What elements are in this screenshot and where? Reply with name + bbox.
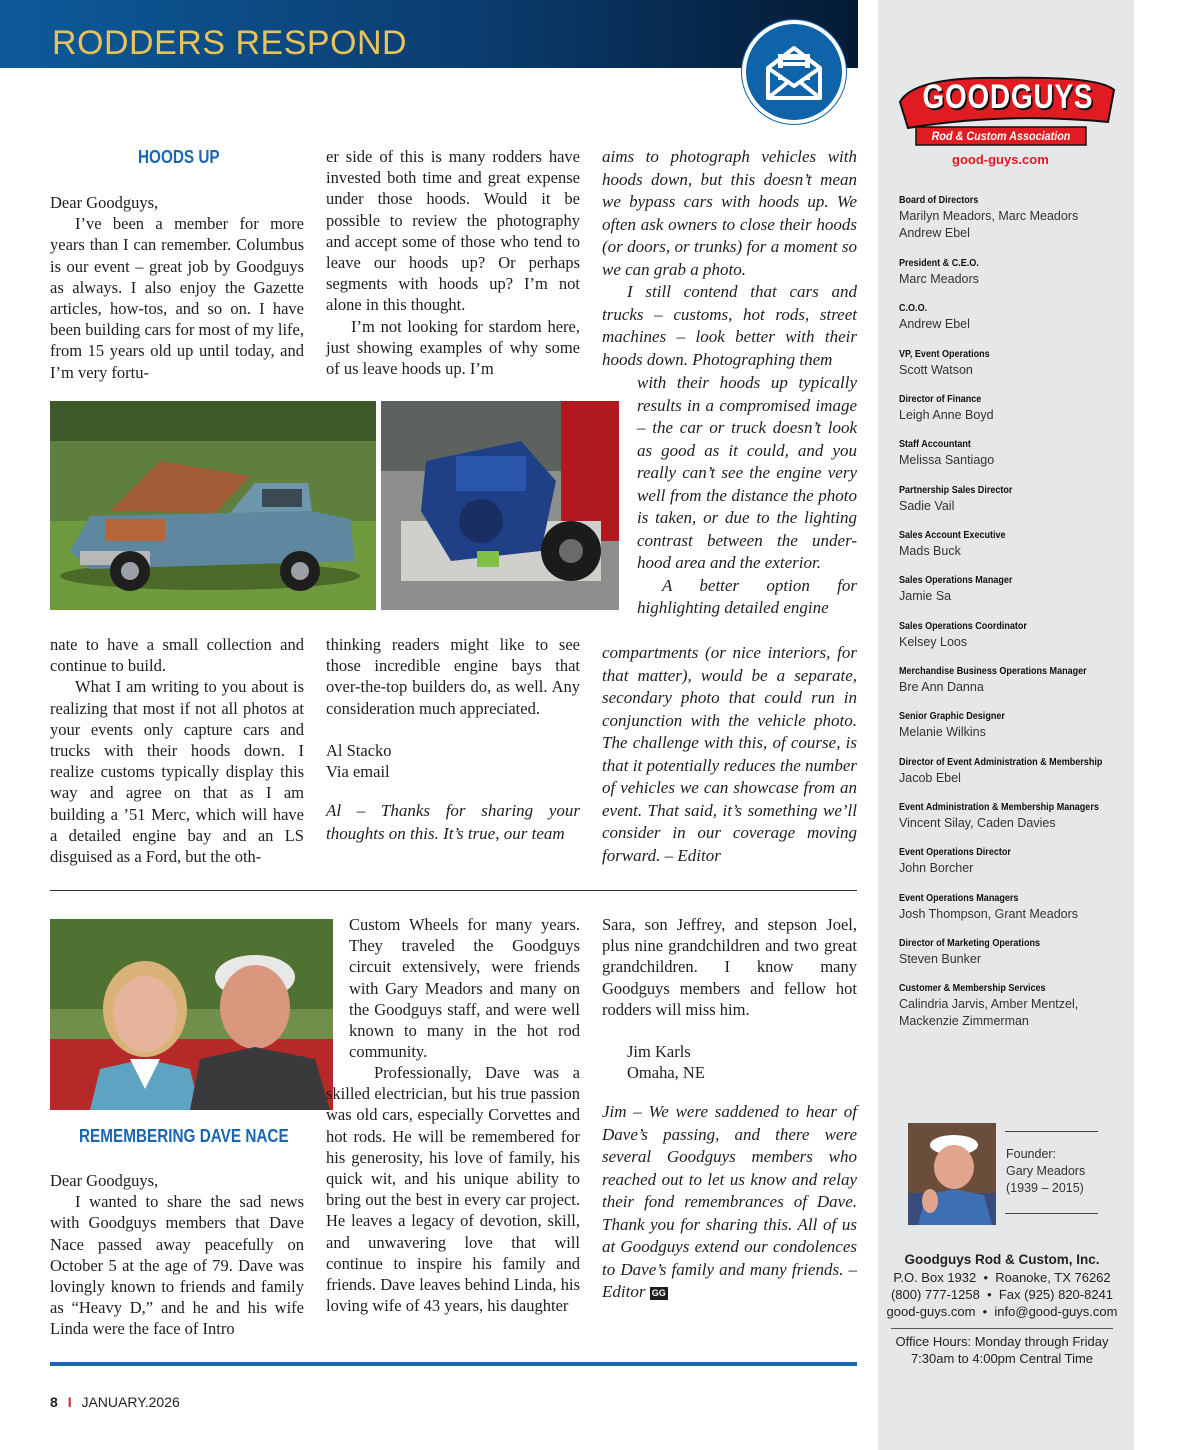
letter-paragraph: Custom Wheels for many years. They traveled the Goodguys circuit extensively, were friends with Gary Meadors and many on the Goodguys staff, and were well known to many in the hot rod community.: [349, 915, 580, 1062]
letter2-column-1: [50, 1170, 304, 1340]
founder-block: [1006, 1146, 1085, 1197]
company-phone: (800) 777-1258 • Fax (925) 820-8241: [890, 1287, 1114, 1302]
founder-rule-bottom: [1005, 1213, 1098, 1214]
letter-salutation: Dear Goodguys,: [50, 193, 159, 212]
letter-headline: REMEMBERING DAVE NACE: [79, 1126, 289, 1146]
staff-entry: [899, 574, 1031, 605]
staff-title: Sales Operations Coordinator: [899, 620, 1027, 632]
issue-date: JANUARY.2026: [81, 1394, 180, 1410]
staff-title: Board of Directors: [899, 194, 979, 206]
section-divider: [50, 890, 857, 891]
company-name: Goodguys Rod & Custom, Inc.: [904, 1252, 1100, 1267]
founder-photo: [908, 1123, 996, 1225]
letter-paragraph: Professionally, Dave was a skilled electrician, but his true passion was old cars, especially Corvettes and hot rods. He will be remembered for his generosity, his love of family, his quick wit, and his unique ability to bring out the best in every car project. He leaves a legacy of devotion, skill, and unwavering love that will continue to inspire his family and friends. Dave leaves behind Linda, his loving wife of 43 years, his daughter: [326, 1063, 580, 1316]
staff-title: Staff Accountant: [899, 438, 971, 450]
editor-reply-paragraph: with their hoods up typically results in a compromised image – the car or truck doesn’t look as good as it could, and you really can’t see the engine very well from the distance the photo is taken, or due to the lighting contrast between the under-hood area and the exterior.: [637, 373, 857, 572]
staff-entry: [899, 710, 1022, 741]
founder-label: Founder:: [1006, 1147, 1057, 1161]
staff-names: Josh Thompson, Grant Meadors: [899, 907, 1079, 921]
staff-entry: [899, 393, 995, 424]
staff-names: Scott Watson: [899, 363, 973, 377]
letter-paragraph: What I am writing to you about is realizing that most if not all photos at your events only capture cars and trucks with their hoods down. I realize customs typically display this way and agree on that as I am building a ’51 Merc, which will have a detailed engine bay and an LS disguised as a Ford, but the oth-: [50, 677, 304, 867]
letter2-column-2-upper: [349, 914, 580, 1062]
letter1-column-2: [326, 146, 580, 379]
staff-names: Vincent Silay, Caden Davies: [899, 816, 1056, 830]
staff-title: Customer & Membership Services: [899, 982, 1046, 994]
staff-names: Andrew Ebel: [899, 317, 970, 331]
staff-names: Bre Ann Danna: [899, 680, 984, 694]
office-hours-line: Office Hours: Monday through Friday: [895, 1334, 1109, 1349]
letter-paragraph: er side of this is many rodders have invested both time and great expense under those hoods. Would it be possible to review the photography and accept some of those who tend to leave our hoods up? Or perhaps segments with hoods up? I’m not alone in this thought.: [326, 147, 580, 315]
staff-names: Kelsey Loos: [899, 635, 968, 649]
letter-paragraph: I wanted to share the sad news with Goodguys members that Dave Nace passed away peacefully on October 5 at the age of 79. Dave was lovingly known to friends and family as “Heavy D,” and he and his wife Linda were the face of Intro: [50, 1192, 304, 1339]
staff-names: Steven Bunker: [899, 952, 981, 966]
staff-names: Jamie Sa: [899, 589, 952, 603]
truck-hood-up-photo: [50, 401, 376, 610]
section-title: RODDERS RESPOND: [52, 24, 408, 62]
dave-and-linda-photo: [50, 919, 333, 1110]
staff-title: VP, Event Operations: [899, 348, 990, 360]
staff-entry: [899, 484, 1031, 515]
goodguys-logo: [894, 72, 1120, 148]
footer-separator: I: [67, 1394, 72, 1410]
editor-reply-paragraph: Al – Thanks for sharing your thoughts on this. It’s true, our team: [326, 801, 580, 843]
staff-title: Sales Operations Manager: [899, 574, 1013, 586]
editor-reply-paragraph: I still contend that cars and trucks – customs, hot rods, street machines – look better with their hoods down. Photographing them: [602, 282, 857, 369]
staff-entry: [899, 302, 970, 333]
staff-title: Merchandise Business Operations Manager: [899, 665, 1087, 677]
founder-name: Gary Meadors: [1006, 1164, 1086, 1178]
logo-subtitle: Rod & Custom Association: [931, 129, 1071, 143]
office-hours-rule: [891, 1328, 1113, 1329]
staff-entry: [899, 756, 1135, 787]
letter-paragraph: Sara, son Jeffrey, and stepson Joel, plus nine grandchildren and two great grandchildren. I know many Goodguys members and fellow hot rodders will miss him.: [602, 915, 857, 1019]
letter-paragraph: nate to have a small collection and continue to build.: [50, 635, 304, 676]
signature-place: Via email: [326, 762, 390, 782]
staff-names: Mads Buck: [899, 544, 961, 558]
staff-entry: [899, 937, 1063, 968]
letter-salutation: Dear Goodguys,: [50, 1171, 159, 1190]
letter-paragraph: thinking readers might like to see those incredible engine bays that over-the-top builders do, as well. Any consideration much appreciated.: [326, 635, 580, 718]
staff-entry: [899, 846, 1029, 877]
staff-entry: [899, 529, 1023, 560]
editor-reply-paragraph: A better option for highlighting detailed engine: [637, 575, 857, 617]
mail-icon: [742, 20, 846, 124]
page-number: 8: [50, 1394, 58, 1410]
signature-name: Al Stacko: [326, 740, 392, 760]
letter1-column-1-lower: [50, 634, 304, 867]
staff-names: Sadie Vail: [899, 499, 955, 513]
editor-reply-paragraph: Jim – We were saddened to hear of Dave’s passing, and there were several Goodguys members who reached out to let us know and relay their fond remembrances of Dave. Thank you for sharing this. All of us at Goodguys extend our condolences to Dave’s family and many friends. – Editor: [602, 1102, 857, 1302]
end-mark-icon: GG: [651, 1288, 666, 1299]
staff-title: Senior Graphic Designer: [899, 710, 1005, 722]
staff-title: Event Operations Director: [899, 846, 1011, 858]
letter1-column-1: [50, 192, 304, 383]
footer-rule: [50, 1362, 857, 1366]
founder-years: (1939 – 2015): [1006, 1181, 1084, 1195]
staff-title: President & C.E.O.: [899, 257, 979, 269]
staff-entry: [899, 438, 994, 469]
staff-entry: [899, 665, 1117, 696]
staff-entry: [899, 801, 1131, 832]
staff-title: Event Operations Managers: [899, 892, 1019, 904]
staff-title: Director of Marketing Operations: [899, 937, 1040, 949]
editor-reply-paragraph: compartments (or nice interiors, for that matter), would be a separate, secondary photo that could run in conjunction with the vehicle photo. The challenge with this, of course, is that it potentially reduces the number of vehicles we can showcase from an event. That said, it’s something we’ll consider in our coverage moving forward. – Editor: [602, 643, 857, 865]
staff-entry: [899, 194, 1078, 242]
staff-title: C.O.O.: [899, 302, 928, 314]
editor-reply-paragraph: aims to photograph vehicles with hoods down, but this doesn’t mean we bypass cars with hoods up. We often ask owners to close their hoods (or doors, or trunks) for a moment so we can grab a photo.: [602, 147, 857, 279]
staff-entry: [899, 892, 1078, 923]
engine-bay-photo: [381, 401, 619, 610]
company-info: [880, 1251, 1124, 1320]
staff-title: Event Administration & Membership Managers: [899, 801, 1099, 813]
founder-rule-top: [1005, 1131, 1098, 1132]
editor-reply-column: [602, 146, 857, 371]
letter-paragraph: I’m not looking for stardom here, just showing examples of why some of us leave hoods up. I’m: [326, 316, 580, 379]
office-hours: [880, 1333, 1124, 1367]
staff-names: Leigh Anne Boyd: [899, 408, 994, 422]
letter1-column-2-lower: [326, 634, 580, 845]
staff-names: Calindria Jarvis, Amber Mentzel, Mackenzie Zimmerman: [899, 997, 1079, 1028]
letter-headline: HOODS UP: [138, 147, 220, 167]
editor-reply-column-lower: [602, 642, 857, 867]
signature-place: Omaha, NE: [627, 1063, 705, 1083]
company-address: P.O. Box 1932 • Roanoke, TX 76262: [893, 1270, 1111, 1285]
staff-names: Jacob Ebel: [899, 771, 961, 785]
signature-name: Jim Karls: [627, 1042, 691, 1062]
logo-wordmark: GOODGUYS: [922, 78, 1094, 116]
staff-names: John Borcher: [899, 861, 974, 875]
company-web: good-guys.com • info@good-guys.com: [886, 1304, 1118, 1319]
staff-title: Sales Account Executive: [899, 529, 1006, 541]
staff-title: Partnership Sales Director: [899, 484, 1013, 496]
staff-entry: [899, 982, 1078, 1030]
staff-names: Marilyn Meadors, Marc Meadors Andrew Ebel: [899, 209, 1079, 240]
editor-reply-wrap: [637, 372, 857, 620]
staff-entry: [899, 348, 1004, 379]
staff-names: Melanie Wilkins: [899, 725, 986, 739]
letter2-column-2-lower: [326, 1062, 580, 1316]
logo-url: good-guys.com: [952, 152, 1049, 167]
office-hours-line: 7:30am to 4:00pm Central Time: [910, 1351, 1094, 1366]
staff-entry: [899, 257, 992, 288]
staff-entry: [899, 620, 1048, 651]
letter2-column-3: [602, 914, 857, 1304]
footer: [50, 1394, 180, 1410]
staff-title: Director of Event Administration & Membership: [899, 756, 1103, 768]
letter-paragraph: I’ve been a member for more years than I can remember. Columbus is our event – great job by Goodguys as always. I also enjoy the Gazette articles, how-tos, and so on. I have been building cars for most of my life, from 15 years old up until today, and I’m very fortu-: [50, 214, 304, 382]
staff-names: Marc Meadors: [899, 272, 979, 286]
staff-title: Director of Finance: [899, 393, 982, 405]
staff-names: Melissa Santiago: [899, 453, 995, 467]
